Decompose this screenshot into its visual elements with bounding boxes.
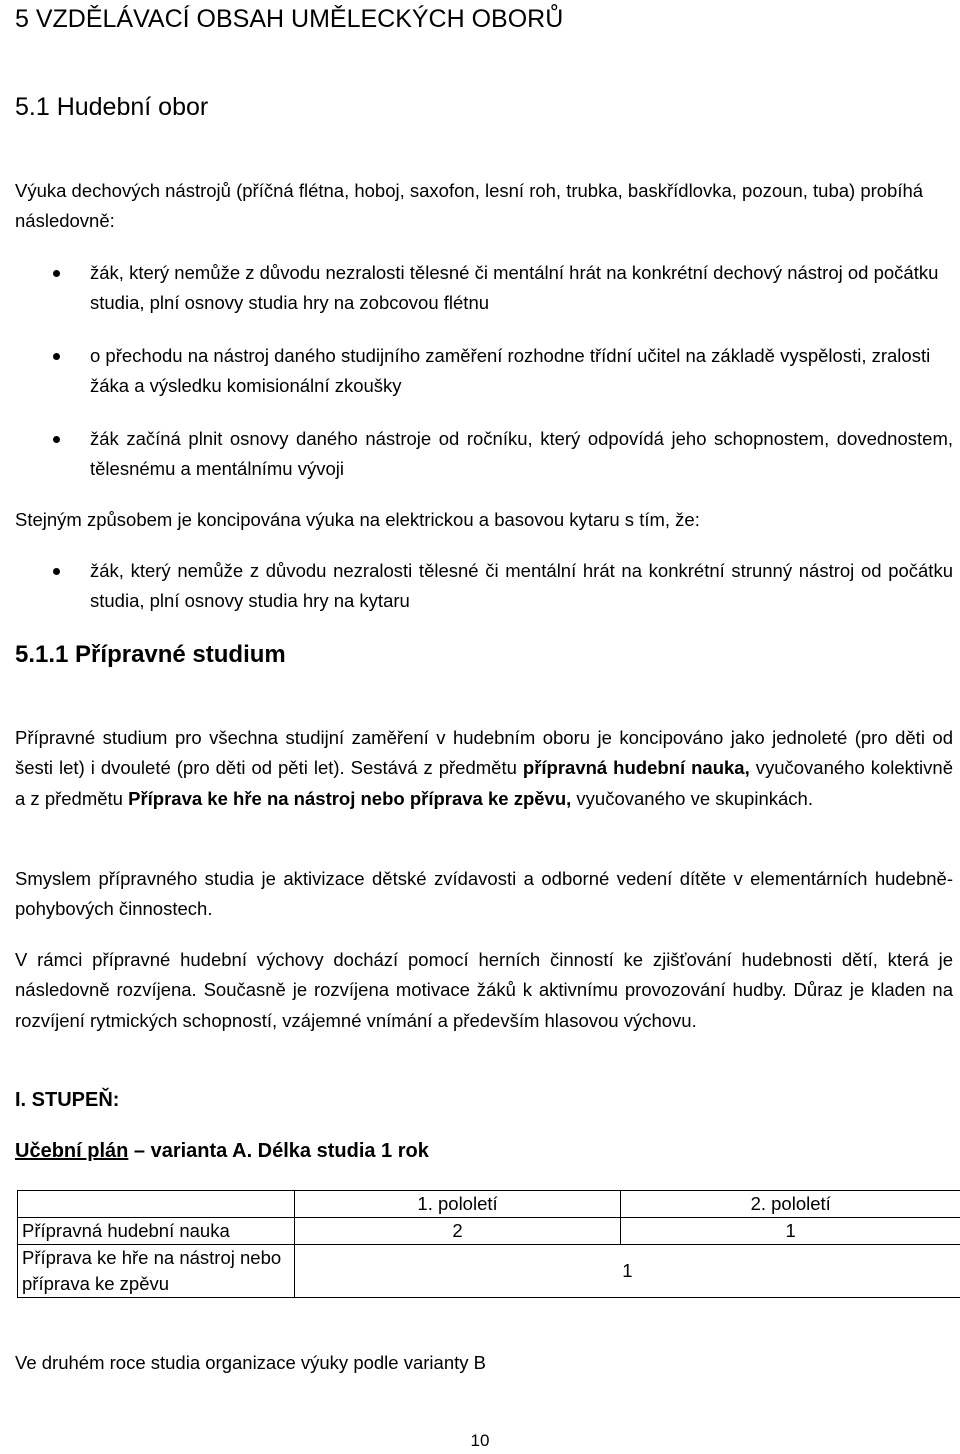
table-header-row: [18, 1191, 960, 1218]
table-cell: Příprava ke hře na nástroj nebo příprava ke zpěvu: [18, 1245, 295, 1298]
bullet-icon: [53, 270, 60, 277]
page-number: 10: [0, 1428, 960, 1454]
study-plan-table: [17, 1190, 960, 1298]
list-item-text: žák, který nemůže z důvodu nezralosti tělesné či mentální hrát na konkrétní dechový nástroj od počátku studia, plní osnovy studia hry na zobcovou flétnu: [90, 258, 953, 319]
subsection-heading: 5.1.1 Přípravné studium: [15, 638, 286, 672]
section-heading: 5.1 Hudební obor: [15, 90, 208, 124]
preparatory-paragraph: Přípravné studium pro všechna studijní zaměření v hudebním oboru je koncipováno jako jednoleté (pro děti od šesti let) i dvouleté (pro děti od pěti let). Sestává z předmětu přípravná hudební nauka, vyučovaného kolektivně a z předmětu Příprava ke hře na nástroj nebo příprava ke zpěvu, vyučovaného ve skupinkách.: [15, 723, 953, 814]
table-row: [18, 1245, 960, 1298]
bullet-icon: [53, 436, 60, 443]
table-row: [18, 1218, 960, 1245]
bullet-icon: [53, 568, 60, 575]
chapter-heading: 5 VZDĚLÁVACÍ OBSAH UMĚLECKÝCH OBORŮ: [15, 2, 563, 36]
list-item-text: žák, který nemůže z důvodu nezralosti tělesné či mentální hrát na konkrétní strunný nástroj od počátku studia, plní osnovy studia hry na kytaru: [90, 556, 953, 617]
guitar-intro-paragraph: Stejným způsobem je koncipována výuka na elektrickou a basovou kytaru s tím, že:: [15, 505, 953, 535]
stage-heading: I. STUPEŇ:: [15, 1085, 119, 1115]
plan-heading: Učební plán – varianta A. Délka studia 1 rok: [15, 1136, 429, 1166]
intro-paragraph: Výuka dechových nástrojů (příčná flétna, hoboj, saxofon, lesní roh, trubka, baskřídlovka, pozoun, tuba) probíhá následovně:: [15, 176, 953, 237]
bullet-icon: [53, 353, 60, 360]
purpose-paragraph: Smyslem přípravného studia je aktivizace dětské zvídavosti a odborné vedení dítěte v elementárních hudebně-pohybových činnostech.: [15, 864, 953, 925]
list-item-text: o přechodu na nástroj daného studijního zaměření rozhodne třídní učitel na základě vyspělosti, zralosti žáka a výsledku komisionální zkoušky: [90, 341, 953, 402]
table-cell: [18, 1191, 295, 1218]
table-cell: 1: [621, 1218, 960, 1245]
table-cell: 1: [294, 1245, 960, 1298]
final-note: Ve druhém roce studia organizace výuky podle varianty B: [15, 1348, 486, 1378]
music-education-paragraph: V rámci přípravné hudební výchovy dochází pomocí herních činností ke zjišťování hudebnosti dětí, která je následovně rozvíjena. Současně je rozvíjena motivace žáků k aktivnímu provozování hudby. Důraz je kladen na rozvíjení rytmických schopností, vzájemné vnímání a především hlasovou výchovu.: [15, 945, 953, 1036]
table-cell: 2: [294, 1218, 621, 1245]
list-item-text: žák začíná plnit osnovy daného nástroje od ročníku, který odpovídá jeho schopnostem, dovednostem, tělesnému a mentálnímu vývoji: [90, 424, 953, 485]
table-header-cell: 2. pololetí: [621, 1191, 960, 1218]
table-header-cell: 1. pololetí: [294, 1191, 621, 1218]
table-cell: Přípravná hudební nauka: [18, 1218, 295, 1245]
